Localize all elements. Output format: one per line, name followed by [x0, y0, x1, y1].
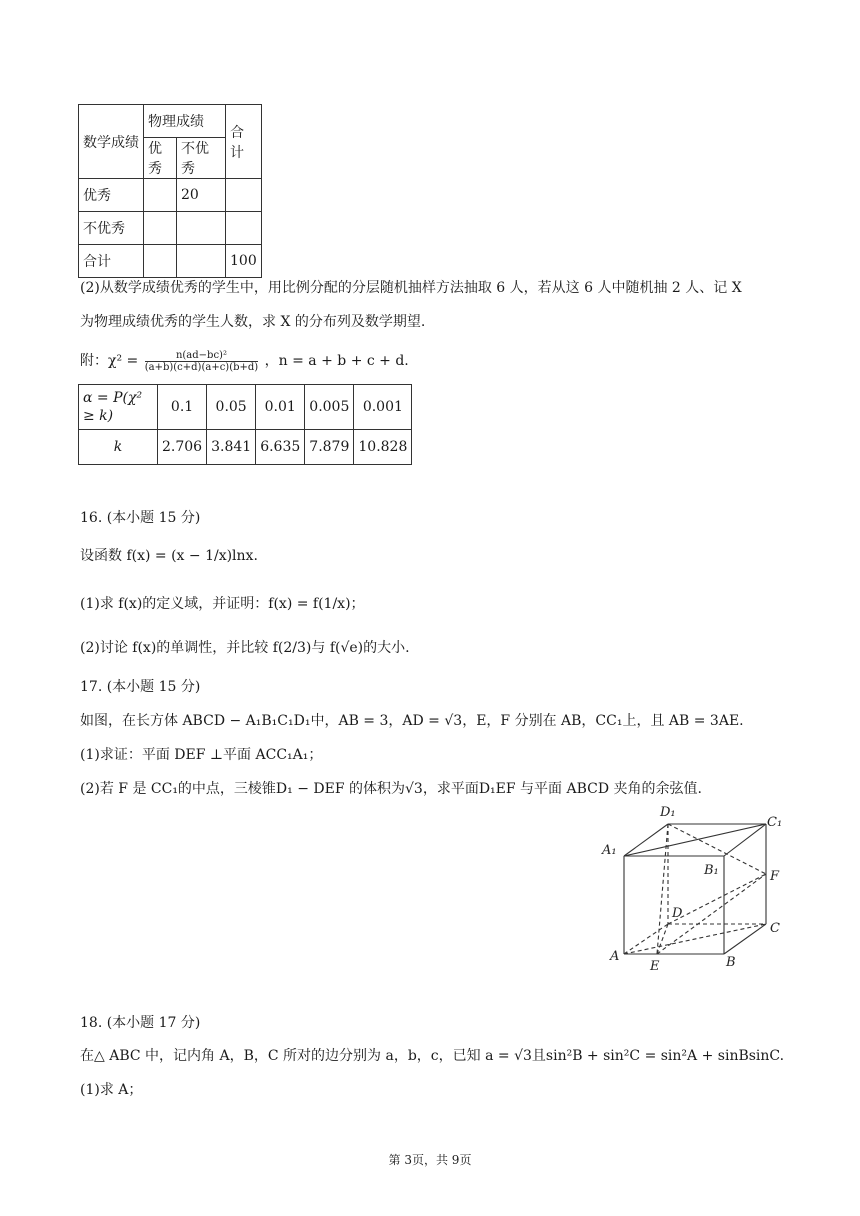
q16-part1: (1)求 f(x)的定义域，并证明：f(x) = f(1/x)；	[80, 596, 365, 612]
fraction-denominator: (a+b)(c+d)(a+c)(b+d)	[144, 361, 259, 373]
row-label: 合计	[79, 245, 144, 278]
row-label: 优秀	[79, 179, 144, 212]
table-cell	[226, 212, 262, 245]
label-c1: C₁	[767, 815, 783, 830]
appendix-suffix: ，n = a + b + c + d.	[264, 353, 409, 369]
contingency-table	[78, 104, 262, 278]
fraction-numerator: n(ad−bc)²	[145, 350, 258, 362]
table-cell: 20	[177, 179, 226, 212]
physics-header: 物理成绩	[144, 105, 226, 138]
q16-stem: 设函数 f(x) = (x − 1/x)lnx.	[80, 548, 258, 564]
label-b: B	[726, 955, 736, 970]
alpha-value: 0.05	[207, 385, 256, 430]
q18-part1: (1)求 A；	[80, 1082, 143, 1098]
label-b1: B₁	[704, 863, 719, 878]
alpha-value: 0.01	[256, 385, 305, 430]
k-value: 10.828	[354, 430, 412, 465]
k-value: 7.879	[305, 430, 354, 465]
table-cell	[177, 245, 226, 278]
k-label: k	[79, 430, 158, 465]
k-value: 2.706	[158, 430, 207, 465]
q17-part1: (1)求证：平面 DEF ⊥平面 ACC₁A₁；	[80, 747, 323, 763]
q16-part2: (2)讨论 f(x)的单调性，并比较 f(2/3)与 f(√e)的大小.	[80, 640, 410, 656]
page-footer: 第 3页，共 9页	[388, 1153, 472, 1167]
table-cell	[144, 245, 177, 278]
appendix-prefix: 附：χ² =	[80, 353, 139, 369]
total-header: 合计	[226, 105, 262, 179]
table-corner: 数学成绩	[79, 105, 144, 179]
q18-title: 18. (本小题 17 分)	[80, 1015, 201, 1031]
alpha-value: 0.1	[158, 385, 207, 430]
label-e: E	[650, 959, 660, 974]
q15-part2-line2: 为物理成绩优秀的学生人数，求 X 的分布列及数学期望.	[80, 314, 426, 330]
appendix-formula	[80, 346, 409, 376]
q17-part2: (2)若 F 是 CC₁的中点，三棱锥D₁ − DEF 的体积为√3，求平面D₁EF 与平面 ABCD 夹角的余弦值.	[80, 781, 703, 797]
q18-stem: 在△ ABC 中，记内角 A，B，C 所对的边分别为 a，b，c，已知 a = √3且sin²B + sin²C = sin²A + sinBsinC.	[80, 1048, 785, 1064]
label-c: C	[770, 921, 780, 936]
sub-header: 优秀	[144, 138, 177, 179]
q15-part2-line1: (2)从数学成绩优秀的学生中，用比例分配的分层随机抽样方法抽取 6 人，若从这 6 人中随机抽 2 人、记 X	[80, 280, 742, 296]
label-a1: A₁	[602, 843, 617, 858]
table-cell	[226, 179, 262, 212]
chi-square-fraction	[145, 350, 258, 373]
table-cell	[144, 179, 177, 212]
k-value: 6.635	[256, 430, 305, 465]
table-cell	[144, 212, 177, 245]
critical-value-table	[78, 384, 412, 465]
row-label: 不优秀	[79, 212, 144, 245]
q17-stem: 如图，在长方体 ABCD − A₁B₁C₁D₁中，AB = 3，AD = √3，E，F 分别在 AB，CC₁上，且 AB = 3AE.	[80, 713, 744, 729]
q16-title: 16. (本小题 15 分)	[80, 510, 201, 526]
table-cell	[177, 212, 226, 245]
table-cell: 100	[226, 245, 262, 278]
q17-title: 17. (本小题 15 分)	[80, 679, 201, 695]
alpha-label: α = P(χ² ≥ k)	[79, 385, 158, 430]
label-d: D	[672, 906, 683, 921]
label-a: A	[610, 949, 620, 964]
sub-header: 不优秀	[177, 138, 226, 179]
label-d1: D₁	[660, 805, 676, 820]
cuboid-figure	[600, 800, 800, 975]
label-f: F	[770, 869, 780, 884]
alpha-value: 0.001	[354, 385, 412, 430]
k-value: 3.841	[207, 430, 256, 465]
alpha-value: 0.005	[305, 385, 354, 430]
